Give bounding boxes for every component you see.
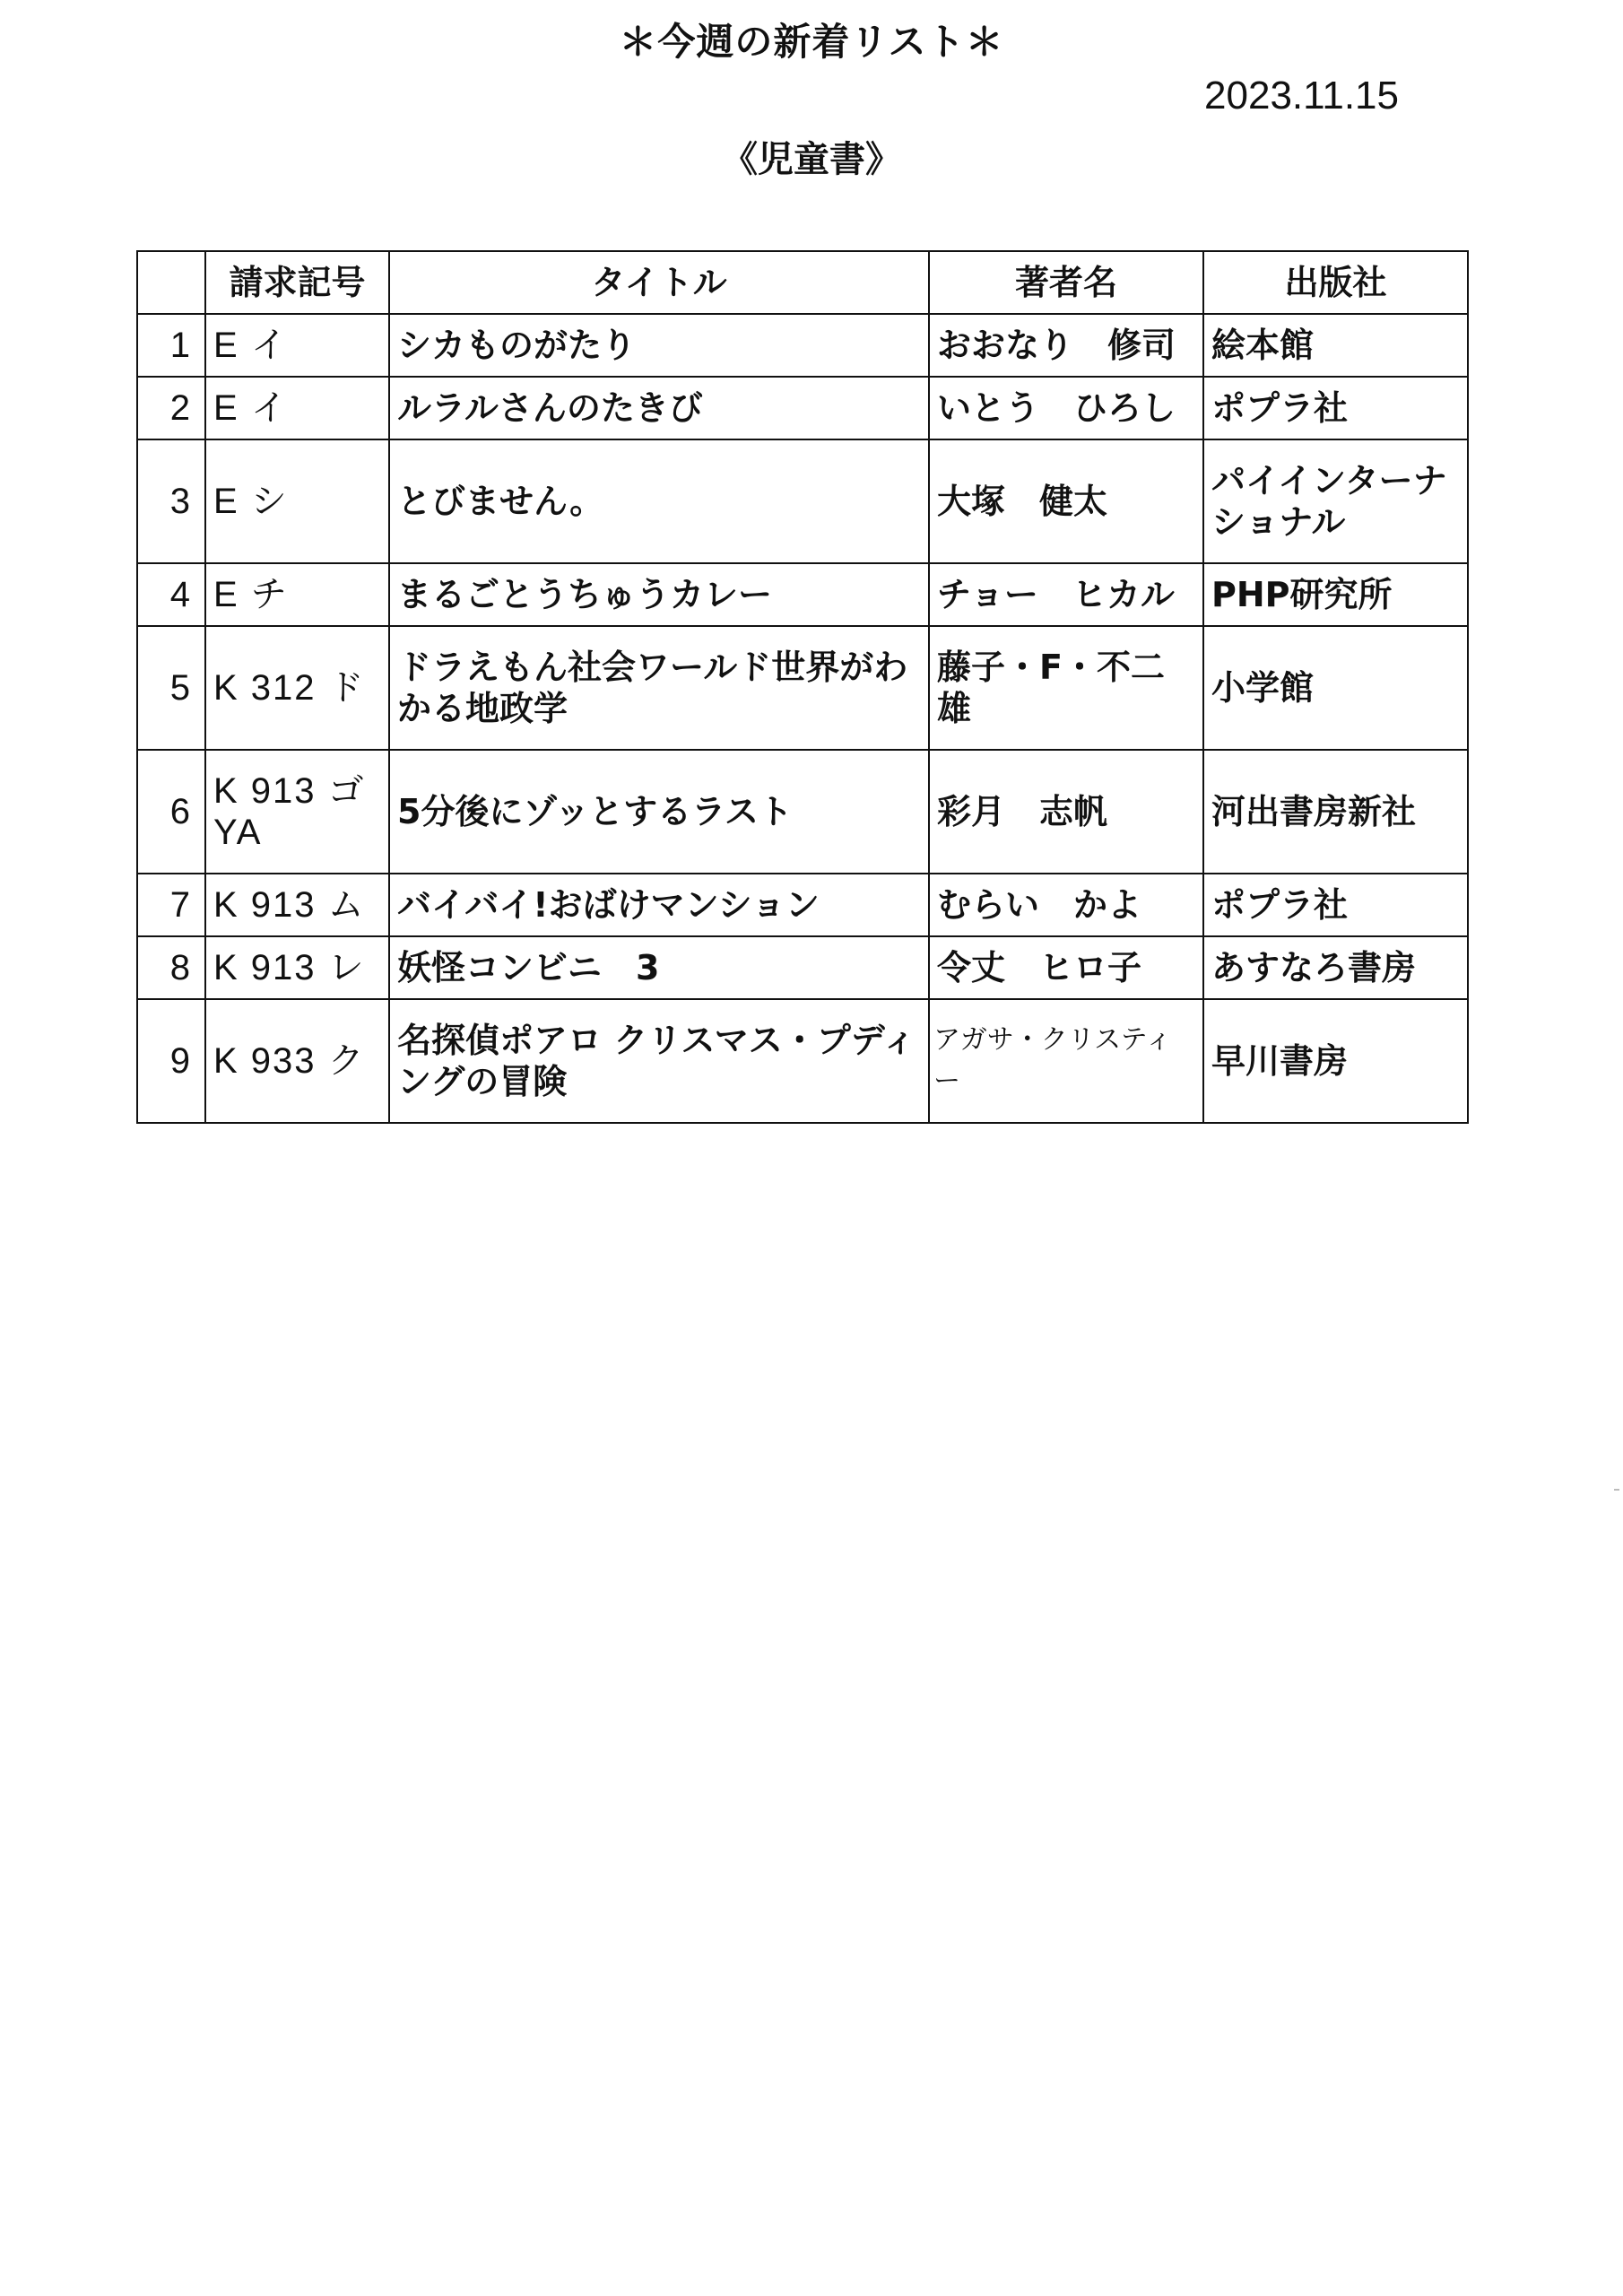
table-row: [137, 563, 1468, 626]
table-row: [137, 626, 1468, 750]
call-number: K 913 ゴ YA: [205, 750, 389, 874]
new-arrivals-table: [136, 250, 1469, 1124]
row-number: 7: [137, 874, 205, 936]
call-number: E チ: [205, 563, 389, 626]
row-number: 1: [137, 314, 205, 377]
book-title: 名探偵ポアロ クリスマス・プディングの冒険: [389, 999, 929, 1123]
call-number: E イ: [205, 377, 389, 439]
call-number: K 913 ム: [205, 874, 389, 936]
table-row: [137, 377, 1468, 439]
scan-edge-mark: [1614, 1489, 1619, 1491]
header-author: 著者名: [929, 251, 1203, 314]
page-title: ＊今週の新着リスト＊: [619, 20, 1004, 64]
book-title: ルラルさんのたきび: [389, 377, 929, 439]
book-title: とびません。: [389, 439, 929, 563]
book-author: 令丈 ヒロ子: [929, 936, 1203, 999]
book-author: 彩月 志帆: [929, 750, 1203, 874]
header-title: タイトル: [389, 251, 929, 314]
book-author: チョー ヒカル: [929, 563, 1203, 626]
book-author: おおなり 修司: [929, 314, 1203, 377]
header-call-number: 請求記号: [205, 251, 389, 314]
row-number: 9: [137, 999, 205, 1123]
book-publisher: 河出書房新社: [1203, 750, 1468, 874]
book-author: アガサ・クリスティー: [929, 999, 1203, 1123]
book-publisher: ポプラ社: [1203, 874, 1468, 936]
table-header-row: [137, 251, 1468, 314]
row-number: 2: [137, 377, 205, 439]
book-author: いとう ひろし: [929, 377, 1203, 439]
book-author: むらい かよ: [929, 874, 1203, 936]
book-publisher: あすなろ書房: [1203, 936, 1468, 999]
table-row: [137, 750, 1468, 874]
header-no: [137, 251, 205, 314]
book-title: ドラえもん社会ワールド世界がわかる地政学: [389, 626, 929, 750]
row-number: 5: [137, 626, 205, 750]
row-number: 8: [137, 936, 205, 999]
book-title: まるごとうちゅうカレー: [389, 563, 929, 626]
book-publisher: 早川書房: [1203, 999, 1468, 1123]
call-number: K 933 ク: [205, 999, 389, 1123]
book-publisher: 絵本館: [1203, 314, 1468, 377]
book-author: 藤子・F・不二雄: [929, 626, 1203, 750]
book-title: シカものがたり: [389, 314, 929, 377]
book-publisher: 小学館: [1203, 626, 1468, 750]
table-row: [137, 999, 1468, 1123]
book-author: 大塚 健太: [929, 439, 1203, 563]
table-row: [137, 439, 1468, 563]
row-number: 3: [137, 439, 205, 563]
call-number: E イ: [205, 314, 389, 377]
book-publisher: パイインターナショナル: [1203, 439, 1468, 563]
book-publisher: PHP研究所: [1203, 563, 1468, 626]
book-publisher: ポプラ社: [1203, 377, 1468, 439]
section-title: 《児童書》: [722, 139, 901, 180]
row-number: 4: [137, 563, 205, 626]
header-publisher: 出版社: [1203, 251, 1468, 314]
book-title: 5分後にゾッとするラスト: [389, 750, 929, 874]
table-row: [137, 314, 1468, 377]
row-number: 6: [137, 750, 205, 874]
call-number: K 913 レ: [205, 936, 389, 999]
list-date: 2023.11.15: [1204, 74, 1399, 117]
table-row: [137, 936, 1468, 999]
book-title: 妖怪コンビニ 3: [389, 936, 929, 999]
table-row: [137, 874, 1468, 936]
call-number: E シ: [205, 439, 389, 563]
book-title: バイバイ!おばけマンション: [389, 874, 929, 936]
call-number: K 312 ド: [205, 626, 389, 750]
